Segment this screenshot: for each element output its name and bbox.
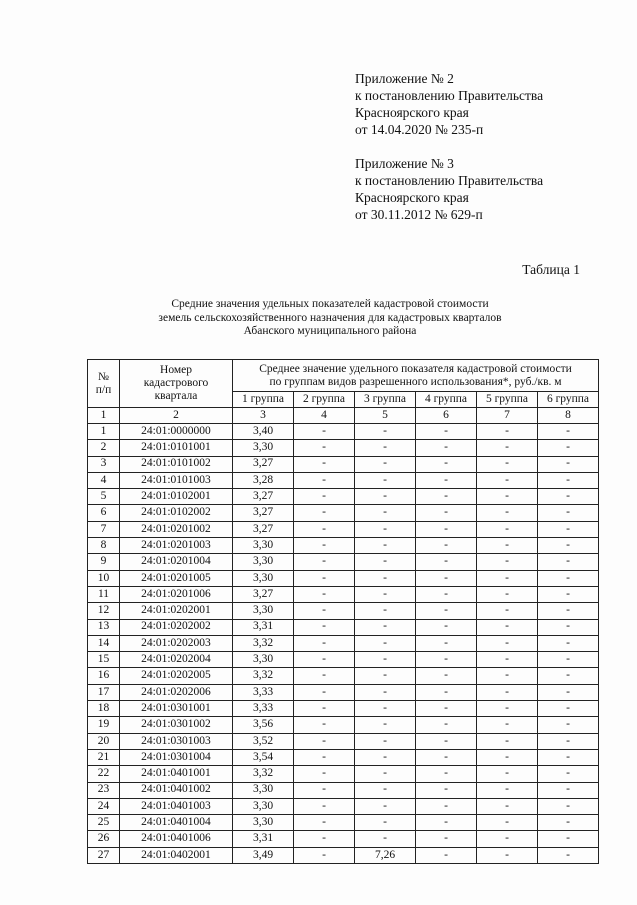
group-1-value: 3,30 — [233, 782, 294, 798]
cadastral-number: 24:01:0201006 — [120, 586, 233, 602]
row-number: 25 — [88, 815, 120, 831]
cadastral-number: 24:01:0401006 — [120, 831, 233, 847]
table-row — [88, 635, 599, 651]
table-row — [88, 424, 599, 440]
row-number: 18 — [88, 701, 120, 717]
group-4-value: - — [416, 782, 477, 798]
group-6-value: - — [538, 424, 599, 440]
table-row — [88, 749, 599, 765]
header-group-5: 5 группа — [477, 392, 538, 408]
group-4-value: - — [416, 505, 477, 521]
group-6-value: - — [538, 570, 599, 586]
group-1-value: 3,32 — [233, 635, 294, 651]
group-2-value: - — [294, 668, 355, 684]
group-5-value: - — [477, 619, 538, 635]
appendix-3-title: Приложение № 3 — [355, 156, 454, 171]
group-2-value: - — [294, 831, 355, 847]
row-number: 13 — [88, 619, 120, 635]
group-5-value: - — [477, 586, 538, 602]
group-5-value: - — [477, 766, 538, 782]
group-3-value: - — [355, 570, 416, 586]
header-num-line2: п/п — [95, 383, 112, 396]
group-2-value: - — [294, 701, 355, 717]
group-4-value: - — [416, 424, 477, 440]
row-number: 24 — [88, 798, 120, 814]
cadastral-number: 24:01:0202002 — [120, 619, 233, 635]
cadastral-number: 24:01:0101001 — [120, 440, 233, 456]
group-1-value: 3,27 — [233, 505, 294, 521]
group-4-value: - — [416, 586, 477, 602]
table-row — [88, 521, 599, 537]
group-2-value: - — [294, 521, 355, 537]
group-6-value: - — [538, 472, 599, 488]
group-1-value: 3,31 — [233, 831, 294, 847]
appendix-3-block — [355, 155, 625, 223]
col-number-3: 3 — [233, 408, 294, 424]
group-3-value: 7,26 — [355, 847, 416, 863]
header-average-value — [233, 360, 599, 392]
group-4-value: - — [416, 733, 477, 749]
header-avg-line2: по группам видов разрешенного использования*, руб./кв. м — [269, 375, 562, 388]
table-row — [88, 701, 599, 717]
group-3-value: - — [355, 472, 416, 488]
group-3-value: - — [355, 815, 416, 831]
group-1-value: 3,33 — [233, 701, 294, 717]
header-group-6: 6 группа — [538, 392, 599, 408]
group-1-value: 3,30 — [233, 538, 294, 554]
col-number-4: 4 — [294, 408, 355, 424]
group-4-value: - — [416, 847, 477, 863]
table-row — [88, 456, 599, 472]
group-6-value: - — [538, 505, 599, 521]
col-number-7: 7 — [477, 408, 538, 424]
cadastral-number: 24:01:0301004 — [120, 749, 233, 765]
group-1-value: 3,30 — [233, 652, 294, 668]
cadastral-number: 24:01:0401003 — [120, 798, 233, 814]
cadastral-number: 24:01:0202003 — [120, 635, 233, 651]
group-3-value: - — [355, 538, 416, 554]
group-1-value: 3,54 — [233, 749, 294, 765]
group-6-value: - — [538, 717, 599, 733]
group-2-value: - — [294, 635, 355, 651]
group-1-value: 3,30 — [233, 554, 294, 570]
group-4-value: - — [416, 684, 477, 700]
header-group-3: 3 группа — [355, 392, 416, 408]
table-row — [88, 472, 599, 488]
document-title — [60, 298, 600, 339]
group-2-value: - — [294, 766, 355, 782]
cadastral-number: 24:01:0202006 — [120, 684, 233, 700]
row-number: 7 — [88, 521, 120, 537]
group-3-value: - — [355, 782, 416, 798]
header-group-2: 2 группа — [294, 392, 355, 408]
table-row — [88, 505, 599, 521]
group-6-value: - — [538, 749, 599, 765]
cadastral-number: 24:01:0202001 — [120, 603, 233, 619]
group-5-value: - — [477, 505, 538, 521]
group-5-value: - — [477, 684, 538, 700]
group-6-value: - — [538, 635, 599, 651]
header-group-1: 1 группа — [233, 392, 294, 408]
group-5-value: - — [477, 717, 538, 733]
appendix-2-line2: Красноярского края — [355, 105, 469, 120]
table-row — [88, 603, 599, 619]
group-4-value: - — [416, 489, 477, 505]
group-6-value: - — [538, 619, 599, 635]
doc-title-line2: земель сельскохозяйственного назначения для кадастровых кварталов — [158, 311, 502, 324]
appendix-2-title: Приложение № 2 — [355, 71, 454, 86]
group-5-value: - — [477, 635, 538, 651]
group-3-value: - — [355, 619, 416, 635]
group-5-value: - — [477, 749, 538, 765]
group-1-value: 3,52 — [233, 733, 294, 749]
group-1-value: 3,40 — [233, 424, 294, 440]
row-number: 14 — [88, 635, 120, 651]
cadastral-number: 24:01:0202005 — [120, 668, 233, 684]
group-2-value: - — [294, 717, 355, 733]
group-1-value: 3,49 — [233, 847, 294, 863]
group-3-value: - — [355, 798, 416, 814]
group-1-value: 3,27 — [233, 586, 294, 602]
group-4-value: - — [416, 652, 477, 668]
cadastral-number: 24:01:0301002 — [120, 717, 233, 733]
table-row — [88, 684, 599, 700]
header-row-number — [88, 360, 120, 408]
table-row — [88, 847, 599, 863]
group-1-value: 3,27 — [233, 489, 294, 505]
group-2-value: - — [294, 489, 355, 505]
group-2-value: - — [294, 684, 355, 700]
group-6-value: - — [538, 815, 599, 831]
group-5-value: - — [477, 424, 538, 440]
row-number: 27 — [88, 847, 120, 863]
group-6-value: - — [538, 684, 599, 700]
row-number: 2 — [88, 440, 120, 456]
row-number: 10 — [88, 570, 120, 586]
table-row — [88, 668, 599, 684]
group-1-value: 3,31 — [233, 619, 294, 635]
group-2-value: - — [294, 815, 355, 831]
group-4-value: - — [416, 456, 477, 472]
group-5-value: - — [477, 570, 538, 586]
group-3-value: - — [355, 668, 416, 684]
row-number: 23 — [88, 782, 120, 798]
group-3-value: - — [355, 586, 416, 602]
row-number: 26 — [88, 831, 120, 847]
group-2-value: - — [294, 798, 355, 814]
cadastral-number: 24:01:0401004 — [120, 815, 233, 831]
cadastral-number: 24:01:0102001 — [120, 489, 233, 505]
group-6-value: - — [538, 440, 599, 456]
group-2-value: - — [294, 570, 355, 586]
group-2-value: - — [294, 749, 355, 765]
group-6-value: - — [538, 782, 599, 798]
doc-title-line1: Средние значения удельных показателей кадастровой стоимости — [171, 298, 489, 310]
group-5-value: - — [477, 521, 538, 537]
row-number: 21 — [88, 749, 120, 765]
table-row — [88, 554, 599, 570]
group-4-value: - — [416, 815, 477, 831]
group-4-value: - — [416, 717, 477, 733]
group-5-value: - — [477, 831, 538, 847]
group-4-value: - — [416, 619, 477, 635]
group-2-value: - — [294, 847, 355, 863]
group-5-value: - — [477, 603, 538, 619]
group-1-value: 3,30 — [233, 815, 294, 831]
cadastral-number: 24:01:0201003 — [120, 538, 233, 554]
row-number: 22 — [88, 766, 120, 782]
row-number: 17 — [88, 684, 120, 700]
group-6-value: - — [538, 538, 599, 554]
group-3-value: - — [355, 831, 416, 847]
row-number: 15 — [88, 652, 120, 668]
appendix-3-line1: к постановлению Правительства — [355, 173, 544, 188]
group-3-value: - — [355, 766, 416, 782]
group-6-value: - — [538, 554, 599, 570]
table-row — [88, 619, 599, 635]
cadastral-number: 24:01:0401001 — [120, 766, 233, 782]
group-4-value: - — [416, 472, 477, 488]
row-number: 5 — [88, 489, 120, 505]
group-5-value: - — [477, 701, 538, 717]
group-4-value: - — [416, 635, 477, 651]
group-3-value: - — [355, 652, 416, 668]
group-2-value: - — [294, 603, 355, 619]
group-6-value: - — [538, 586, 599, 602]
group-5-value: - — [477, 668, 538, 684]
table-row — [88, 766, 599, 782]
group-4-value: - — [416, 831, 477, 847]
table-row — [88, 586, 599, 602]
group-4-value: - — [416, 701, 477, 717]
group-3-value: - — [355, 521, 416, 537]
appendix-3-line3: от 30.11.2012 № 629-п — [355, 207, 483, 222]
group-3-value: - — [355, 749, 416, 765]
cadastral-number: 24:01:0201005 — [120, 570, 233, 586]
group-4-value: - — [416, 554, 477, 570]
group-1-value: 3,30 — [233, 570, 294, 586]
group-1-value: 3,27 — [233, 521, 294, 537]
group-1-value: 3,32 — [233, 668, 294, 684]
group-6-value: - — [538, 701, 599, 717]
group-1-value: 3,56 — [233, 717, 294, 733]
cadastral-value-table — [87, 359, 599, 864]
group-2-value: - — [294, 456, 355, 472]
group-5-value: - — [477, 815, 538, 831]
group-5-value: - — [477, 456, 538, 472]
group-6-value: - — [538, 652, 599, 668]
cadastral-number: 24:01:0202004 — [120, 652, 233, 668]
cadastral-number: 24:01:0102002 — [120, 505, 233, 521]
header-cad-line2: кадастрового — [143, 377, 209, 389]
group-1-value: 3,33 — [233, 684, 294, 700]
cadastral-number: 24:01:0401002 — [120, 782, 233, 798]
group-6-value: - — [538, 603, 599, 619]
row-number: 6 — [88, 505, 120, 521]
col-number-8: 8 — [538, 408, 599, 424]
group-3-value: - — [355, 733, 416, 749]
appendix-2-line3: от 14.04.2020 № 235-п — [355, 122, 484, 137]
group-2-value: - — [294, 538, 355, 554]
group-2-value: - — [294, 733, 355, 749]
row-number: 1 — [88, 424, 120, 440]
group-2-value: - — [294, 782, 355, 798]
cadastral-number: 24:01:0101003 — [120, 472, 233, 488]
row-number: 9 — [88, 554, 120, 570]
group-2-value: - — [294, 505, 355, 521]
group-4-value: - — [416, 798, 477, 814]
cadastral-number: 24:01:0402001 — [120, 847, 233, 863]
row-number: 19 — [88, 717, 120, 733]
table-row — [88, 815, 599, 831]
table-row — [88, 440, 599, 456]
table-row — [88, 489, 599, 505]
header-cad-line1: Номер — [160, 364, 192, 376]
table-row — [88, 570, 599, 586]
group-5-value: - — [477, 538, 538, 554]
row-number: 3 — [88, 456, 120, 472]
group-1-value: 3,30 — [233, 603, 294, 619]
group-6-value: - — [538, 521, 599, 537]
group-6-value: - — [538, 668, 599, 684]
cadastral-number: 24:01:0101002 — [120, 456, 233, 472]
table-row — [88, 782, 599, 798]
group-3-value: - — [355, 701, 416, 717]
group-2-value: - — [294, 652, 355, 668]
col-number-1: 1 — [88, 408, 120, 424]
table-row — [88, 733, 599, 749]
row-number: 12 — [88, 603, 120, 619]
table-row — [88, 798, 599, 814]
group-6-value: - — [538, 456, 599, 472]
group-2-value: - — [294, 472, 355, 488]
group-4-value: - — [416, 668, 477, 684]
group-3-value: - — [355, 603, 416, 619]
group-5-value: - — [477, 554, 538, 570]
appendix-2-line1: к постановлению Правительства — [355, 88, 544, 103]
header-cad-line3: квартала — [154, 390, 198, 402]
cadastral-number: 24:01:0000000 — [120, 424, 233, 440]
header-avg-line1: Среднее значение удельного показателя кадастровой стоимости — [259, 362, 572, 375]
table-label: Таблица 1 — [522, 262, 580, 277]
doc-title-line3: Абанского муниципального района — [243, 325, 417, 337]
table-row — [88, 831, 599, 847]
group-5-value: - — [477, 472, 538, 488]
row-number: 16 — [88, 668, 120, 684]
group-6-value: - — [538, 831, 599, 847]
group-6-value: - — [538, 766, 599, 782]
group-4-value: - — [416, 440, 477, 456]
appendix-3-line2: Красноярского края — [355, 190, 469, 205]
cadastral-number: 24:01:0301003 — [120, 733, 233, 749]
group-3-value: - — [355, 635, 416, 651]
group-5-value: - — [477, 489, 538, 505]
group-5-value: - — [477, 798, 538, 814]
cadastral-number: 24:01:0201004 — [120, 554, 233, 570]
group-1-value: 3,28 — [233, 472, 294, 488]
cadastral-number: 24:01:0201002 — [120, 521, 233, 537]
group-5-value: - — [477, 847, 538, 863]
group-4-value: - — [416, 521, 477, 537]
header-num-line1: № — [98, 370, 109, 383]
group-4-value: - — [416, 538, 477, 554]
group-3-value: - — [355, 489, 416, 505]
group-1-value: 3,30 — [233, 440, 294, 456]
table-row — [88, 652, 599, 668]
col-number-5: 5 — [355, 408, 416, 424]
group-4-value: - — [416, 570, 477, 586]
group-3-value: - — [355, 440, 416, 456]
group-4-value: - — [416, 749, 477, 765]
group-3-value: - — [355, 424, 416, 440]
row-number: 11 — [88, 586, 120, 602]
table-body — [88, 424, 599, 864]
group-4-value: - — [416, 766, 477, 782]
group-5-value: - — [477, 652, 538, 668]
group-6-value: - — [538, 847, 599, 863]
group-5-value: - — [477, 782, 538, 798]
group-3-value: - — [355, 717, 416, 733]
group-1-value: 3,30 — [233, 798, 294, 814]
group-2-value: - — [294, 424, 355, 440]
cadastral-number: 24:01:0301001 — [120, 701, 233, 717]
row-number: 20 — [88, 733, 120, 749]
row-number: 4 — [88, 472, 120, 488]
group-5-value: - — [477, 440, 538, 456]
group-3-value: - — [355, 456, 416, 472]
group-6-value: - — [538, 489, 599, 505]
group-5-value: - — [477, 733, 538, 749]
table-row — [88, 538, 599, 554]
group-3-value: - — [355, 684, 416, 700]
group-1-value: 3,27 — [233, 456, 294, 472]
group-6-value: - — [538, 733, 599, 749]
header-group-4: 4 группа — [416, 392, 477, 408]
group-1-value: 3,32 — [233, 766, 294, 782]
group-2-value: - — [294, 619, 355, 635]
group-6-value: - — [538, 798, 599, 814]
group-2-value: - — [294, 440, 355, 456]
table-row — [88, 717, 599, 733]
group-2-value: - — [294, 586, 355, 602]
col-number-2: 2 — [120, 408, 233, 424]
row-number: 8 — [88, 538, 120, 554]
col-number-6: 6 — [416, 408, 477, 424]
group-2-value: - — [294, 554, 355, 570]
header-cadastral-number — [120, 360, 233, 408]
group-3-value: - — [355, 554, 416, 570]
group-4-value: - — [416, 603, 477, 619]
group-3-value: - — [355, 505, 416, 521]
appendix-2-block — [355, 70, 625, 138]
